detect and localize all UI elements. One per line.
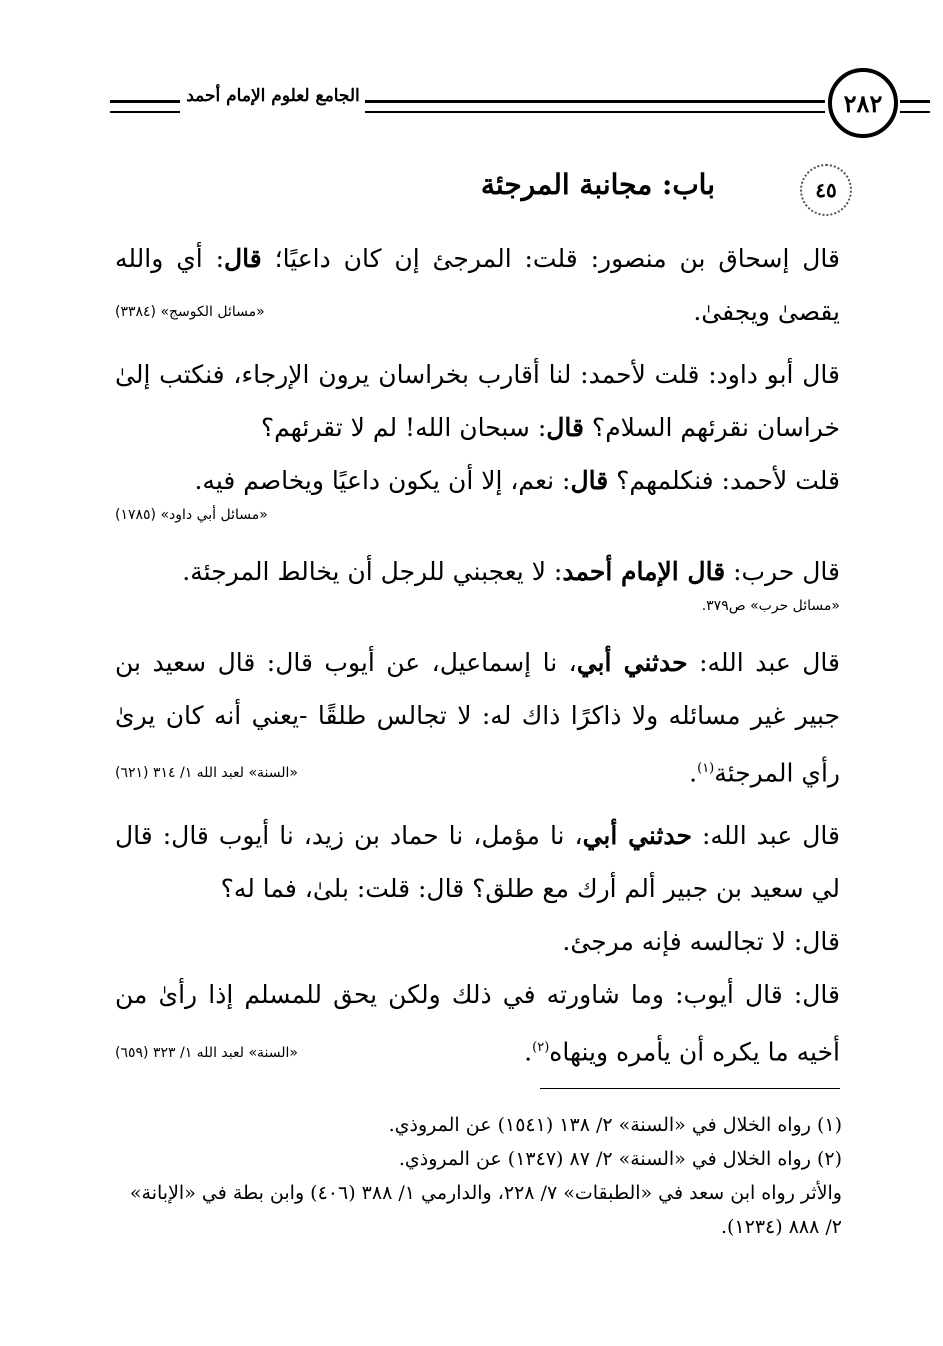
main-text — [115, 232, 840, 1079]
bold-run: حدثني أبي — [576, 648, 688, 677]
footnote-ref: (٢) — [532, 1040, 550, 1056]
source-row — [115, 507, 840, 537]
text-run: : نعم، إلا أن يكون داعيًا ويخاصم فيه. — [194, 466, 571, 495]
footnote-2: (٢) رواه الخلال في «السنة» ٢/ ٨٧ (١٣٤٧) عن المروذي. — [398, 1148, 842, 1170]
chapter-title: باب: مجانبة المرجئة — [480, 168, 715, 201]
bold-run: حدثني أبي — [582, 821, 693, 851]
text-run: قال حرب: — [725, 557, 840, 586]
text-run: . — [689, 758, 698, 788]
bold-run: قال — [570, 466, 609, 495]
text-run: قال: لا تجالسه فإنه مرجئ. — [562, 927, 840, 957]
footnotes — [110, 1108, 842, 1244]
bold-run: قال — [224, 244, 262, 273]
source-row — [115, 755, 840, 799]
footnote-1: (١) رواه الخلال في «السنة» ٢/ ١٣٨ (١٥٤١) عن المروذي. — [388, 1114, 842, 1136]
text-run: ، نا إسماعيل، عن أيوب قال: قال سعيد بن جبير غير مسائله ولا ذاكرًا ذاك له: لا تجالس طلقًا -يعني أنه كان يرىٰ رأي المرجئة — [115, 648, 840, 788]
header-rule-middle — [365, 100, 825, 113]
text-run: قال عبد الله: — [687, 648, 840, 677]
bold-run: قال الإمام أحمد — [562, 557, 726, 586]
header-rule-left — [110, 100, 180, 113]
text-run: قال إسحاق بن منصور: قلت: المرجئ إن كان داعيًا؛ — [261, 244, 840, 273]
paragraph-7 — [115, 915, 840, 968]
text-run: قال عبد الله: — [692, 821, 840, 851]
paragraph-3 — [115, 454, 840, 507]
source-citation: «مسائل الكوسج» (٣٣٨٤) — [115, 304, 265, 320]
chapter-heading — [100, 164, 860, 224]
text-run: قال: قال أيوب: وما شاورته في ذلك ولكن يحق للمسلم إذا رأىٰ من أخيه ما يكره أن يأمره وينهاه — [115, 980, 840, 1067]
chapter-number-ornament: ٤٥ — [800, 164, 852, 216]
header-rule-right — [900, 100, 930, 113]
source-citation: «مسائل أبي داود» (١٧٨٥) — [115, 507, 268, 523]
text-run: : سبحان الله! لم لا تقرئهم؟ — [260, 413, 547, 442]
paragraph-4 — [115, 545, 840, 598]
text-run: . — [524, 1037, 533, 1067]
page-number: ٢٨٢ — [828, 68, 898, 138]
text-run: قال أبو داود: قلت لأحمد: لنا أقارب بخراسان يرون الإرجاء، فنكتب إلىٰ خراسان نقرئهم السلام؟ — [115, 360, 840, 442]
paragraph-2 — [115, 348, 840, 454]
text-run: : لا يعجبني للرجل أن يخالط المرجئة. — [182, 557, 563, 586]
text-run: : أي والله يقصىٰ ويجفىٰ. — [115, 244, 840, 326]
page-header — [100, 64, 883, 144]
paragraph-6 — [115, 809, 840, 915]
text-run: قلت لأحمد: فنكلمهم؟ — [608, 466, 840, 495]
source-row — [115, 292, 840, 338]
text-run: ، نا مؤمل، نا حماد بن زيد، نا أيوب قال: قال لي سعيد بن جبير ألم أرك مع طلق؟ قال: قلت: بلىٰ، فما له؟ — [115, 821, 840, 904]
bold-run: قال — [546, 413, 584, 442]
source-citation: «السنة» لعبد الله ١/ ٣٢٣ (٦٥٩) — [115, 1044, 298, 1061]
footnote-2-continued: والأثر رواه ابن سعد في «الطبقات» ٧/ ٢٢٨، والدارمي ١/ ٣٨٨ (٤٠٦) وابن بطة في «الإبانة» ٢/ ٨٨٨ (١٢٣٤). — [129, 1182, 842, 1238]
source-citation: «السنة» لعبد الله ١/ ٣١٤ (٦٢١) — [115, 765, 298, 782]
footnote-ref: (١) — [697, 761, 715, 776]
footnote-separator — [540, 1088, 840, 1089]
source-row — [115, 598, 840, 628]
source-citation: «مسائل حرب» ص٣٧٩. — [701, 598, 840, 614]
running-title: الجامع لعلوم الإمام أحمد — [186, 86, 360, 106]
source-row — [115, 1035, 840, 1079]
